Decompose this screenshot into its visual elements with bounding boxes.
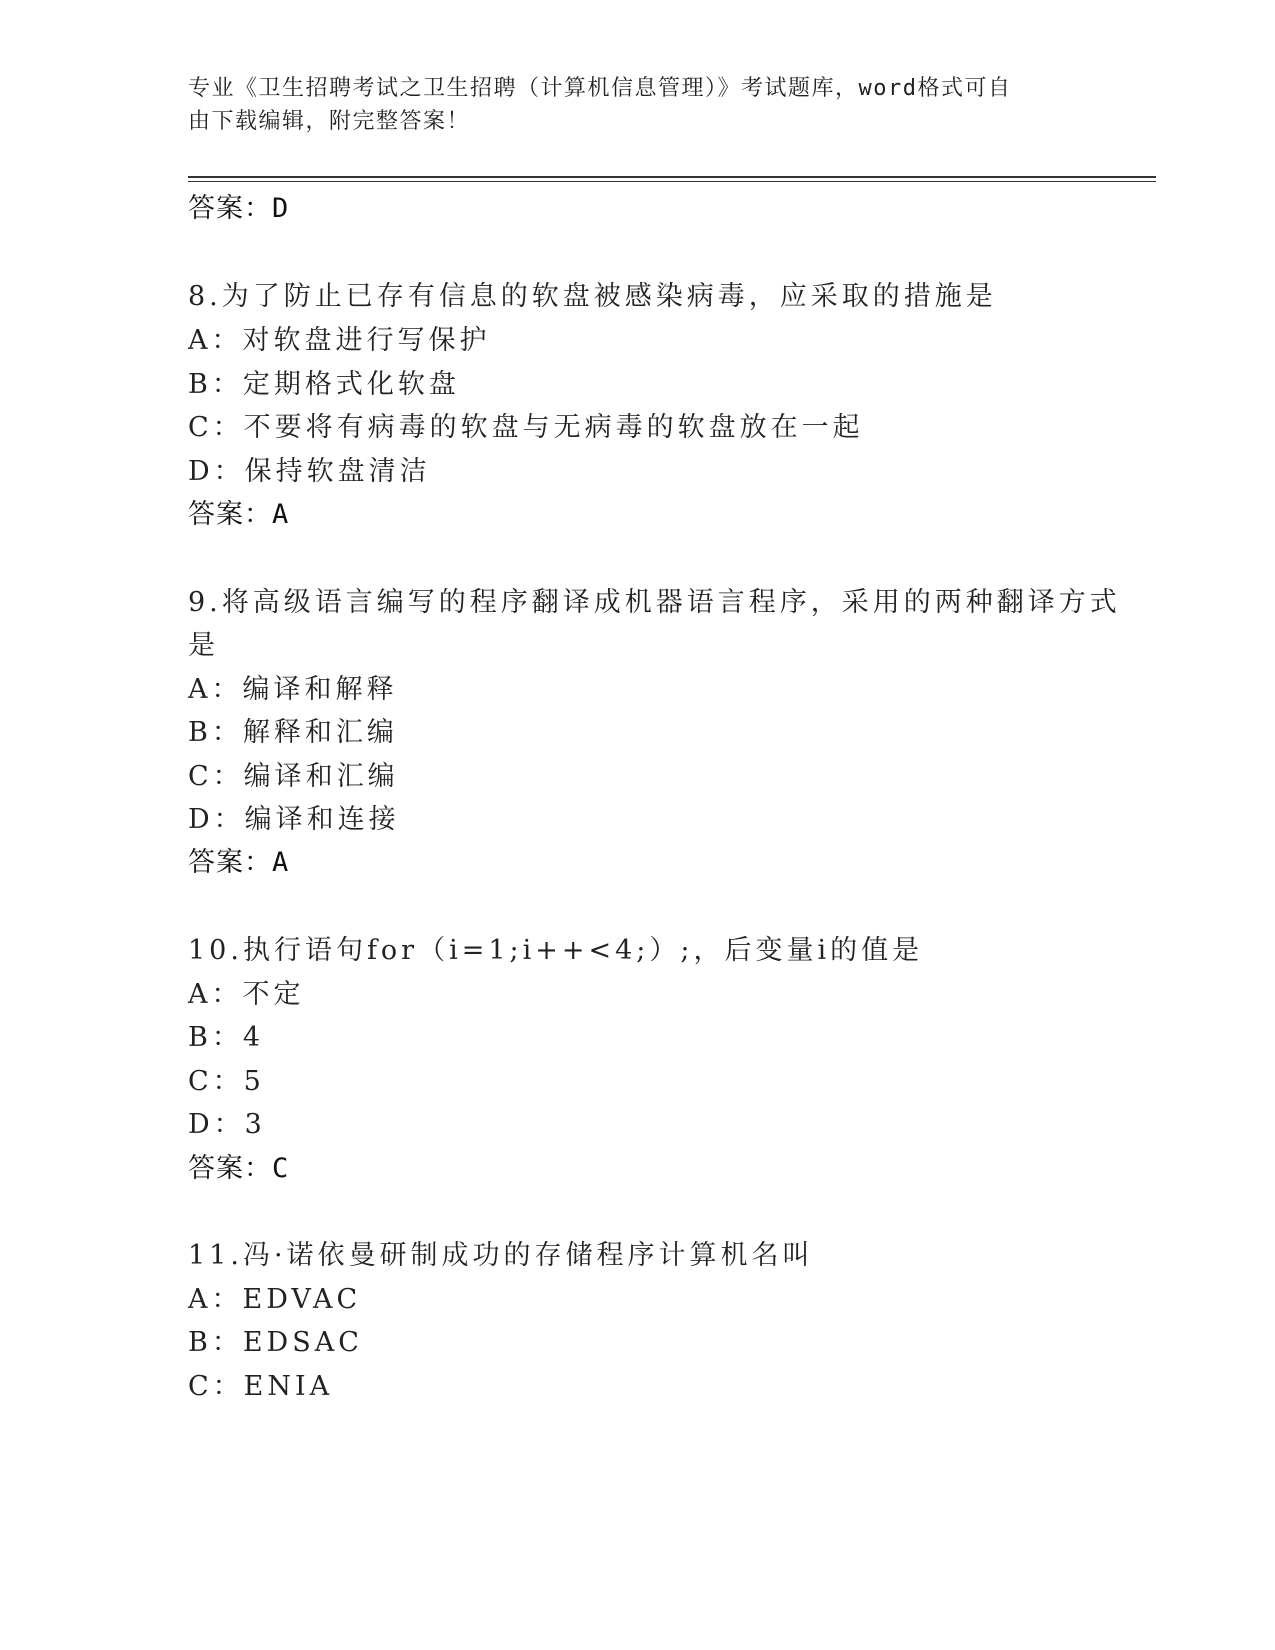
question-10-option-b: B：4 (188, 1022, 265, 1053)
question-11-option-b: B：EDSAC (188, 1327, 363, 1358)
question-8-answer: 答案：A (188, 499, 290, 530)
question-11-stem: 11.冯·诺依曼研制成功的存储程序计算机名叫 (188, 1240, 814, 1271)
question-9-option-a: A：编译和解释 (188, 674, 398, 705)
answer-previous: 答案：D (188, 193, 290, 224)
header-line-1: 专业《卫生招聘考试之卫生招聘（计算机信息管理）》考试题库，word格式可自 (188, 76, 1012, 101)
question-9-stem-line-2: 是 (188, 630, 219, 661)
question-9-stem-line-1: 9.将高级语言编写的程序翻译成机器语言程序，采用的两种翻译方式 (188, 587, 1121, 618)
document-header (188, 72, 1068, 138)
header-line-2: 由下载编辑，附完整答案！ (188, 109, 471, 134)
question-9-option-b: B：解释和汇编 (188, 717, 398, 748)
header-divider-thin (188, 181, 1156, 182)
question-10-stem: 10.执行语句for（i=1;i++<4;）;，后变量i的值是 (188, 935, 924, 966)
question-11-option-a: A：EDVAC (188, 1284, 362, 1315)
question-9-option-d: D：编译和连接 (188, 804, 400, 835)
question-10-option-c: C：5 (188, 1066, 265, 1097)
question-8-option-b: B：定期格式化软盘 (188, 369, 460, 400)
question-10-answer: 答案：C (188, 1153, 290, 1184)
question-9-option-c: C：编译和汇编 (188, 761, 399, 792)
question-9-answer: 答案：A (188, 847, 290, 878)
question-8-stem: 8.为了防止已存有信息的软盘被感染病毒，应采取的措施是 (188, 281, 997, 312)
question-11-option-c: C：ENIA (188, 1371, 334, 1402)
question-10-option-d: D：3 (188, 1109, 266, 1140)
question-10-option-a: A：不定 (188, 979, 305, 1010)
header-divider-thick (188, 176, 1156, 178)
question-8-option-c: C：不要将有病毒的软盘与无病毒的软盘放在一起 (188, 412, 864, 443)
question-8-option-d: D：保持软盘清洁 (188, 456, 431, 487)
question-8-option-a: A：对软盘进行写保护 (188, 325, 491, 356)
